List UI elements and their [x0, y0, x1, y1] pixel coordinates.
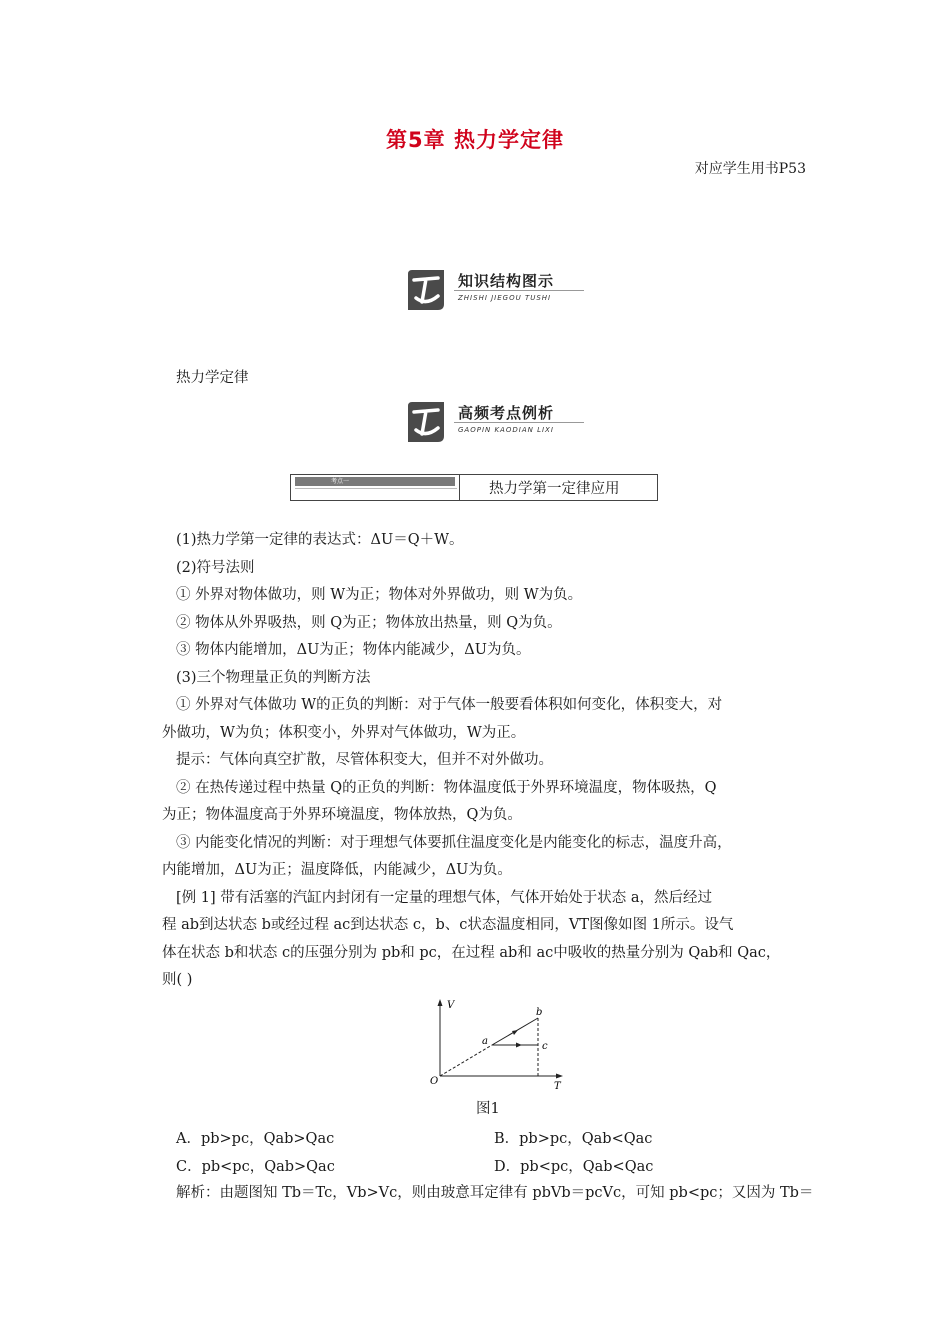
- banner-rule: [454, 290, 584, 291]
- choice-d: D．pb<pc，Qab<Qac: [494, 1158, 654, 1175]
- section-logo-icon: [404, 268, 448, 312]
- reference-note: 对应学生用书P53: [694, 161, 806, 177]
- t-axis-label: T: [554, 1081, 561, 1091]
- kaodian-divider: [459, 475, 460, 500]
- text-line: ① 外界对物体做功，则 W为正；物体对外界做功，则 W为负。: [176, 587, 583, 603]
- banner-high-frequency: [404, 396, 584, 448]
- body-text: [162, 527, 816, 995]
- text-line: [例 1] 带有活塞的汽缸内封闭有一定量的理想气体，气体开始处于状态 a，然后经过: [176, 889, 713, 906]
- choice-b: B．pb>pc，Qab<Qac: [494, 1131, 653, 1147]
- banner-knowledge-structure: [404, 264, 584, 316]
- origin-dashed-line: [440, 1045, 492, 1076]
- banner-title: 高频考点例析: [458, 404, 555, 422]
- section-heading: 热力学定律: [176, 370, 249, 386]
- banner-subtitle: GAOPIN KAODIAN LIXI: [458, 426, 554, 434]
- ab-arrow-icon: [512, 1030, 518, 1035]
- figure-caption: 图1: [476, 1101, 500, 1117]
- v-axis-label: V: [447, 1000, 455, 1011]
- text-line: (3)三个物理量正负的判断方法: [176, 669, 371, 686]
- banner-rule: [454, 422, 584, 423]
- point-c-label: c: [542, 1041, 548, 1052]
- banner-subtitle: ZHISHI JIEGOU TUSHI: [458, 294, 552, 302]
- text-line: 体在状态 b和状态 c的压强分别为 pb和 pc，在过程 ab和 ac中吸收的热量分别为 Qab和 Qac，: [162, 944, 781, 961]
- text-line: (2)符号法则: [176, 559, 255, 576]
- section-logo-icon: [404, 400, 448, 444]
- choices: [176, 1126, 816, 1181]
- text-line: ③ 物体内能增加，ΔU为正；物体内能减少，ΔU为负。: [176, 642, 531, 658]
- t-axis-arrow-icon: [556, 1074, 563, 1079]
- banner-title: 知识结构图示: [458, 272, 555, 290]
- text-line: ② 物体从外界吸热，则 Q为正；物体放出热量，则 Q为负。: [176, 614, 562, 631]
- kaodian-tag: 考点一: [295, 477, 455, 486]
- choice-a: A．pb>pc，Qab>Qac: [176, 1131, 335, 1147]
- text-line: 内能增加，ΔU为正；温度降低，内能减少，ΔU为负。: [162, 862, 512, 878]
- text-line: ① 外界对气体做功 W的正负的判断：对于气体一般要看体积如何变化，体积变大，对: [176, 697, 723, 713]
- text-line: ③ 内能变化情况的判断：对于理想气体要抓住温度变化是内能变化的标志，温度升高，: [176, 834, 732, 851]
- chapter-title: 第5章 热力学定律: [386, 128, 564, 152]
- kaodian-tag-line: [295, 488, 457, 489]
- origin-label: O: [430, 1076, 439, 1087]
- vt-diagram: [420, 996, 570, 1091]
- analysis-text: 解析：由题图知 Tb＝Tc，Vb>Vc，则由玻意耳定律有 pbVb＝pcVc，可知 pb<pc；又因为 Tb＝: [176, 1185, 814, 1201]
- v-axis-arrow-icon: [438, 999, 443, 1006]
- text-line: 外做功，W为负；体积变小，外界对气体做功，W为正。: [162, 724, 526, 741]
- text-line: 提示：气体向真空扩散，尽管体积变大，但并不对外做功。: [176, 752, 553, 768]
- point-a-label: a: [482, 1036, 488, 1047]
- text-line: ② 在热传递过程中热量 Q的正负的判断：物体温度低于外界环境温度，物体吸热，Q: [176, 779, 717, 796]
- kaodian-box: [290, 474, 658, 501]
- text-line: 为正；物体温度高于外界环境温度，物体放热，Q为负。: [162, 807, 522, 823]
- kaodian-text: 热力学第一定律应用: [489, 481, 620, 497]
- text-line: 则( ): [162, 972, 193, 988]
- text-line: 程 ab到达状态 b或经过程 ac到达状态 c，b、c状态温度相同，VT图像如图 1所示。设气: [162, 917, 734, 933]
- point-b-label: b: [536, 1007, 543, 1018]
- text-line: (1)热力学第一定律的表达式：ΔU＝Q＋W。: [176, 532, 464, 548]
- choice-c: C．pb<pc，Qab>Qac: [176, 1158, 335, 1175]
- ac-arrow-icon: [516, 1043, 522, 1048]
